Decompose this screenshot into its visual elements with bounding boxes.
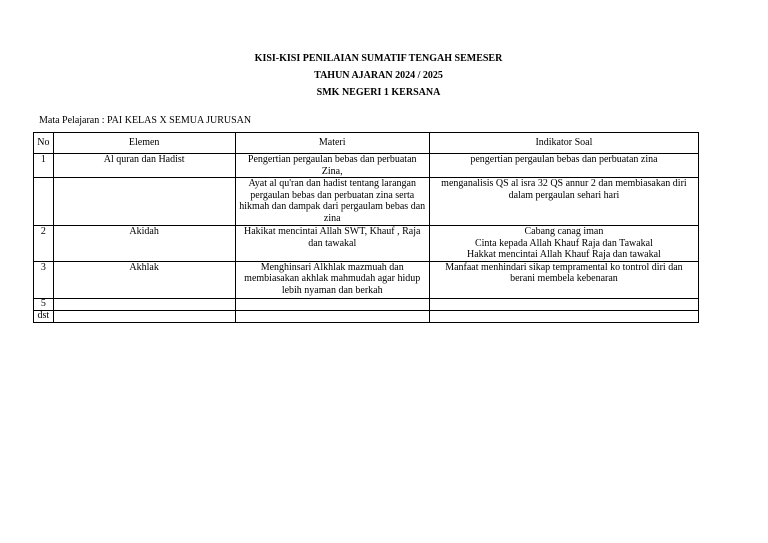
header-materi: Materi bbox=[235, 133, 429, 154]
cell-no: 1 bbox=[34, 154, 54, 178]
cell-indikator bbox=[429, 310, 698, 322]
cell-materi: Hakikat mencintai Allah SWT, Khauf , Raja dan tawakal bbox=[235, 226, 429, 262]
document-header bbox=[0, 50, 757, 101]
cell-no bbox=[34, 178, 54, 226]
cell-no: 3 bbox=[34, 261, 54, 298]
school-name: SMK NEGERI 1 KERSANA bbox=[316, 87, 441, 98]
cell-elemen: Akidah bbox=[53, 226, 235, 262]
indikator-line: Manfaat menhindari sikap tempramental ko tontrol diri dan berani membela kebenaran bbox=[445, 261, 683, 284]
cell-indikator bbox=[429, 226, 698, 262]
cell-indikator bbox=[429, 261, 698, 298]
document-title: KISI-KISI PENILAIAN SUMATIF TENGAH SEMESER bbox=[254, 53, 503, 64]
indikator-line: menganalisis QS al isra 32 QS annur 2 dan membiasakan diri dalam pergaulan sehari hari bbox=[441, 178, 687, 201]
table-row bbox=[34, 261, 699, 298]
cell-indikator bbox=[429, 154, 698, 178]
subject-line: Mata Pelajaran : PAI KELAS X SEMUA JURUSAN bbox=[39, 115, 252, 126]
cell-materi: Pengertian pergaulan bebas dan perbuatan Zina, bbox=[235, 154, 429, 178]
table-row bbox=[34, 298, 699, 310]
header-elemen: Elemen bbox=[53, 133, 235, 154]
cell-indikator bbox=[429, 298, 698, 310]
cell-materi bbox=[235, 310, 429, 322]
cell-elemen: Akhlak bbox=[53, 261, 235, 298]
indikator-line: Cinta kepada Allah Khauf Raja dan Tawakal bbox=[474, 237, 653, 249]
cell-indikator bbox=[429, 178, 698, 226]
indikator-line: pengertian pergaulan bebas dan perbuatan zina bbox=[470, 154, 658, 165]
cell-elemen bbox=[53, 178, 235, 226]
cell-no: 5 bbox=[34, 298, 54, 310]
cell-no: dst bbox=[34, 310, 54, 322]
academic-year: TAHUN AJARAN 2024 / 2025 bbox=[314, 70, 443, 81]
cell-materi bbox=[235, 298, 429, 310]
indikator-line: Cabang canag iman bbox=[524, 226, 604, 237]
cell-elemen bbox=[53, 310, 235, 322]
cell-no: 2 bbox=[34, 226, 54, 262]
indikator-line: Hakkat mencintai Allah Khauf Raja dan tawakal bbox=[467, 249, 661, 260]
cell-elemen: Al quran dan Hadist bbox=[53, 154, 235, 178]
header-no: No bbox=[34, 133, 54, 154]
table-header-row bbox=[34, 133, 699, 154]
table-row bbox=[34, 226, 699, 262]
table-row bbox=[34, 310, 699, 322]
cell-elemen bbox=[53, 298, 235, 310]
table-row bbox=[34, 154, 699, 178]
table-row bbox=[34, 178, 699, 226]
kisi-kisi-table bbox=[33, 132, 699, 323]
cell-materi: Menghinsari Alkhlak mazmuah dan membiasakan akhlak mahmudah agar hidup lebih nyaman dan berkah bbox=[235, 261, 429, 298]
header-indikator: Indikator Soal bbox=[429, 133, 698, 154]
cell-materi: Ayat al qu'ran dan hadist tentang larangan pergaulan bebas dan perbuatan zina serta hikmah dan dampak dari pergaulam bebas dan zina bbox=[235, 178, 429, 226]
